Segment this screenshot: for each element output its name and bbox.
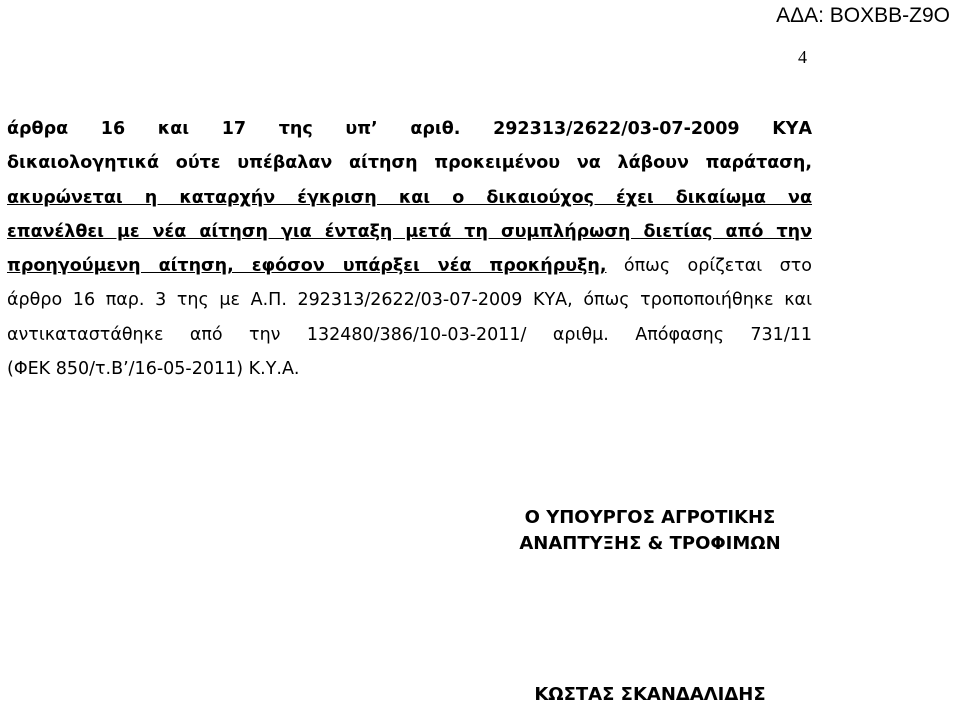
paragraph-line: (ΦΕΚ 850/τ.Β’/16-05-2011) Κ.Υ.Α. [7,359,300,380]
paragraph-line [7,249,812,283]
signatory-name: ΚΩΣΤΑΣ ΣΚΑΝΔΑΛΙΔΗΣ [534,684,766,705]
ada-code: ΑΔΑ: ΒΟΧΒΒ-Ζ9Ο [776,4,950,27]
paragraph-line: άρθρα 16 και 17 της υπ’ αριθ. 292313/2622/03-07-2009 ΚΥΑ [7,119,812,139]
paragraph-line: επανέλθει με νέα αίτηση για ένταξη μετά τη συμπλήρωση διετίας από την [7,221,812,242]
signatory-title [490,505,810,557]
signatory-title-line: ΑΝΑΠΤΥΞΗΣ & ΤΡΟΦΙΜΩΝ [519,533,781,554]
paragraph-line-rest: όπως ορίζεται στο [606,256,812,277]
paragraph-line: ακυρώνεται η καταρχήν έγκριση και ο δικαιούχος έχει δικαίωμα να [7,187,812,208]
signatory-title-line: Ο ΥΠΟΥΡΓΟΣ ΑΓΡΟΤΙΚΗΣ [524,507,776,528]
paragraph-line: άρθρο 16 παρ. 3 της με Α.Π. 292313/2622/03-07-2009 ΚΥΑ, όπως τροποποιήθηκε και [7,290,812,311]
page-number: 4 [798,47,807,67]
paragraph-line: δικαιολογητικά ούτε υπέβαλαν αίτηση προκειμένου να λάβουν παράταση, [7,153,812,174]
paragraph-line-emphasis: προηγούμενη αίτηση, εφόσον υπάρξει νέα προκήρυξη, [7,256,607,277]
body-paragraph [7,112,812,386]
paragraph-line: αντικαταστάθηκε από την 132480/386/10-03-2011/ αριθμ. Απόφασης 731/11 [7,324,812,345]
